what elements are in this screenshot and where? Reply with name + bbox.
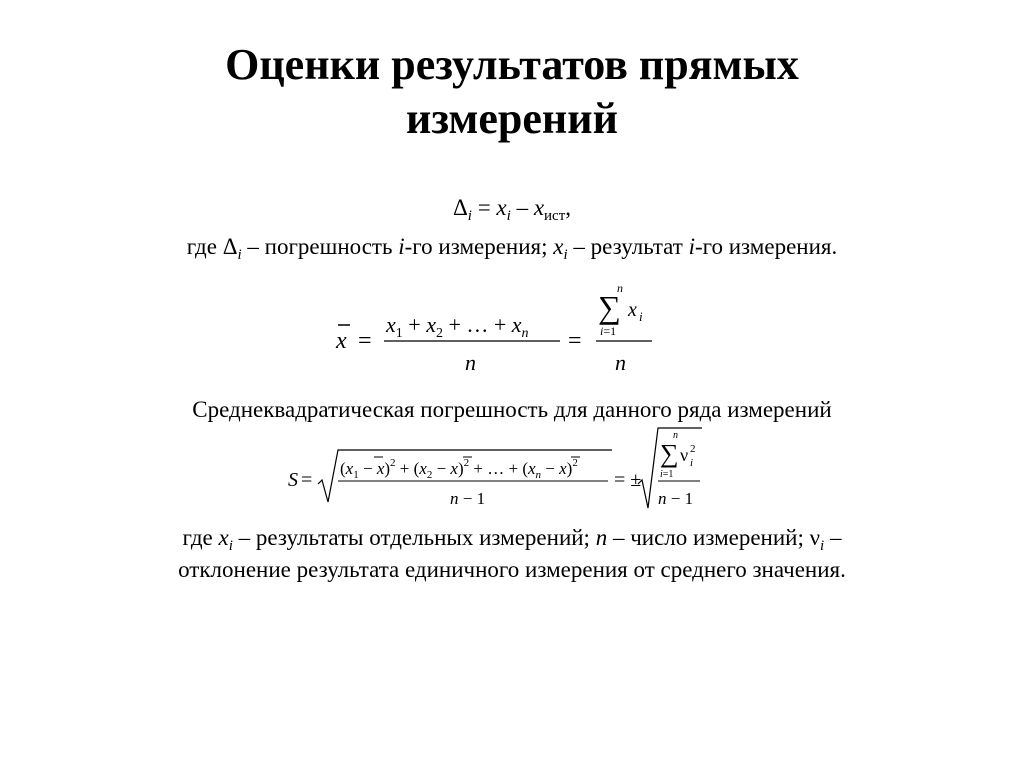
sum-symbol: ∑ (660, 439, 679, 468)
variable-x: x (553, 234, 564, 259)
slide-title-line-1: Оценки результатов прямых (225, 40, 799, 89)
note-deviation (0, 233, 1024, 261)
sum-symbol: ∑ (598, 289, 621, 325)
sum-lower-limit: i=1 (600, 324, 617, 338)
mean-x: x (336, 328, 347, 354)
note-variables-line-1 (0, 524, 1024, 552)
index-i: i (820, 538, 825, 554)
variable-n: n (595, 525, 608, 550)
sum-x: x (628, 299, 637, 321)
text-part: – результаты отдельных измерений; (232, 525, 596, 550)
index-i: i (228, 538, 233, 554)
note-variables-line-2: отклонение результата единичного измерения от среднего значения. (178, 557, 846, 582)
slide-title (0, 38, 1024, 146)
note-rms-title: Среднеквадратическая погрешность для данного ряда измерений (192, 397, 832, 422)
s-variable: S (288, 469, 298, 491)
variable-i: i (398, 234, 405, 259)
comma: , (565, 195, 572, 220)
text-where: где (186, 234, 223, 259)
delta-symbol: Δ (452, 195, 468, 220)
sum-x-index: i (639, 309, 643, 324)
index-ist: ист (544, 208, 566, 224)
formula-mean (330, 276, 670, 386)
equals-sign: = (358, 328, 372, 354)
rms-denominator-2: n − 1 (658, 489, 694, 508)
equals-sign: = (301, 469, 313, 491)
rms-denominator: n − 1 (450, 489, 486, 508)
text-part: -го измерения; (404, 234, 554, 259)
text-part: – (824, 525, 842, 550)
sum-lower-limit: i=1 (660, 469, 674, 480)
slide-title-line-2: измерений (406, 94, 618, 143)
delta-symbol: Δ (222, 234, 238, 259)
formula-rms (288, 426, 708, 516)
sum-upper-limit: n (673, 430, 678, 441)
nu-symbol: ν (809, 525, 821, 550)
sum-upper-limit: n (617, 281, 623, 295)
nu-index: i (690, 457, 694, 469)
minus-sign: – (510, 195, 534, 220)
equals-sign: = (568, 328, 582, 354)
text-where: где (182, 525, 219, 550)
text-part: -го измерения. (694, 234, 838, 259)
index-i: i (563, 247, 568, 263)
text-part: – число измерений; (607, 525, 810, 550)
index-i: i (237, 247, 242, 263)
equals-sign: = (471, 195, 497, 220)
variable-x: x (496, 195, 507, 220)
nu-symbol: ν (680, 445, 689, 465)
index-i: i (506, 208, 511, 224)
plus-minus: = ± (614, 469, 642, 491)
variable-x: x (218, 525, 229, 550)
nu-exponent: 2 (690, 443, 696, 455)
index-i: i (467, 208, 472, 224)
mean-denominator-2: n (615, 350, 626, 375)
formula-deviation (0, 194, 1024, 222)
variable-x: x (533, 195, 545, 220)
text-part: – результат (567, 234, 689, 259)
mean-denominator: n (465, 350, 476, 375)
rms-numerator: $(x_1 - x)^2 + (x_2 - x)^2$ + … + $(x_n - x)^2$ (340, 457, 578, 481)
text-part: – погрешность (241, 234, 399, 259)
variable-i: i (688, 234, 695, 259)
mean-numerator: $x_1 + x_2$ + … + $x_n$ (386, 312, 529, 341)
